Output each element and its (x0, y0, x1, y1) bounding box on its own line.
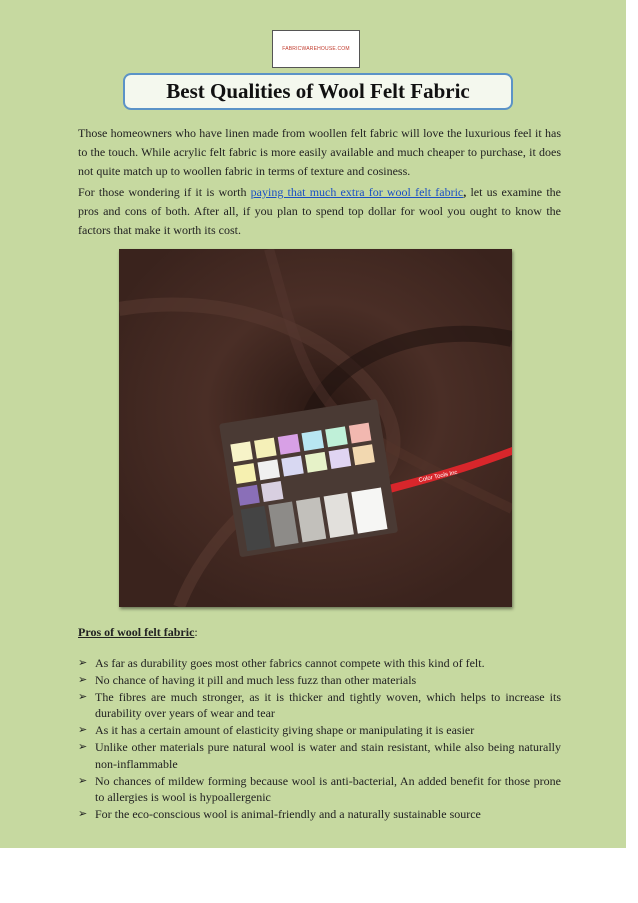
list-item (78, 773, 561, 807)
list-item-text: No chance of having it pill and much less fuzz than other materials (95, 672, 417, 687)
pros-heading-label: Pros of wool felt fabric (78, 625, 195, 639)
list-item-text: For the eco-conscious wool is animal-friendly and a naturally sustainable source (95, 807, 481, 822)
second-paragraph (78, 183, 561, 240)
list-item (78, 672, 561, 689)
list-item-text: As it has a certain amount of elasticity giving shape or manipulating it is easier (95, 723, 475, 738)
intro-paragraph: Those homeowners who have linen made from woollen felt fabric will love the luxurious feel it has to the touch. While acrylic felt fabric is more easily available and much cheaper to purchase, it does not quite match up to woollen fabric in terms of texture and cosiness. (78, 126, 561, 178)
list-item (78, 655, 561, 672)
second-paragraph-start: For those wondering if it is worth (78, 185, 251, 199)
color-swatch-card (219, 399, 398, 557)
arrow-bullet-icon: ➢ (78, 672, 88, 686)
list-item-text: As far as durability goes most other fabrics cannot compete with this kind of felt. (95, 656, 485, 670)
ribbon-label: Color Tools Inc (418, 469, 459, 484)
page-title: Best Qualities of Wool Felt Fabric (166, 79, 470, 103)
arrow-bullet-icon: ➢ (78, 689, 88, 703)
arrow-bullet-icon: ➢ (78, 723, 88, 737)
list-item (78, 689, 561, 723)
list-item-text: No chances of mildew forming because wool is anti-bacterial, An added benefit for those prone to allergies is wool is hypoallergenic (95, 773, 561, 805)
pros-heading-colon: : (194, 625, 198, 639)
arrow-bullet-icon: ➢ (78, 773, 88, 787)
second-paragraph-comma: , (463, 185, 467, 199)
pros-heading (78, 625, 198, 640)
site-logo (272, 30, 360, 68)
wool-felt-price-link[interactable]: paying that much extra for wool felt fabric (250, 185, 464, 199)
list-item-text: The fibres are much stronger, as it is thicker and tightly woven, which helps to increase its durability over years of wear and tear (95, 689, 561, 721)
title-box (123, 73, 513, 110)
list-item-text: Unlike other materials pure natural wool is water and stain resistant, while also being naturally non-inflammable (95, 739, 561, 771)
arrow-bullet-icon: ➢ (78, 739, 88, 753)
list-item (78, 739, 561, 773)
arrow-bullet-icon: ➢ (78, 807, 88, 821)
list-item (78, 722, 561, 739)
second-paragraph-end: let us examine the pros and cons of both. After all, if you plan to spend top dollar for wool you ought to know the factors that make it worth its cost. (78, 185, 561, 237)
logo-text: FABRICWAREHOUSE.COM (282, 46, 350, 52)
list-item (78, 806, 561, 823)
arrow-bullet-icon: ➢ (78, 656, 88, 669)
wool-fabric-photo (119, 249, 512, 607)
pros-list (78, 655, 561, 823)
